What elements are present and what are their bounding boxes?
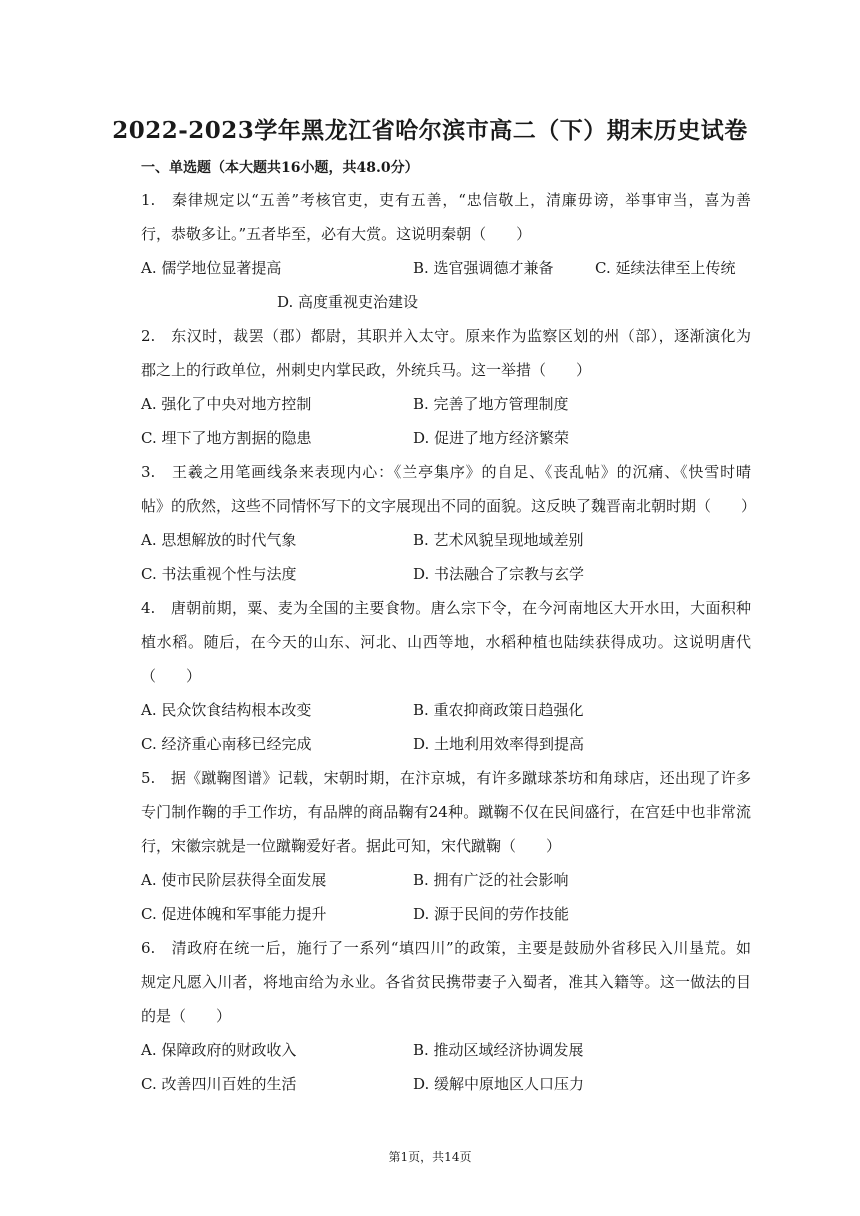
q2-line-1: 2. 东汉时，裁罢（郡）都尉，其职并入太守。原来作为监察区划的州（部），逐渐演化为 xyxy=(141,327,751,345)
q2-option-d: D. 促进了地方经济繁荣 xyxy=(413,429,570,447)
q5-line-1: 5. 据《蹴鞠图谱》记载，宋朝时期，在汴京城，有许多蹴球茶坊和角球店，还出现了许多 xyxy=(141,769,751,787)
q1-option-a: A. 儒学地位显著提高 xyxy=(141,259,282,277)
q2-option-b: B. 完善了地方管理制度 xyxy=(413,395,569,413)
q6-option-a: A. 保障政府的财政收入 xyxy=(141,1041,297,1059)
q3-option-b: B. 艺术风貌呈现地域差别 xyxy=(413,531,584,549)
q4-option-a: A. 民众饮食结构根本改变 xyxy=(141,701,312,719)
q1-option-d: D. 高度重视吏治建设 xyxy=(277,293,419,311)
page-footer: 第1页，共14页 xyxy=(388,1150,472,1164)
section-heading: 一、单选题（本大题共16小题，共48.0分） xyxy=(141,160,419,176)
q5-option-a: A. 使市民阶层获得全面发展 xyxy=(141,871,327,889)
q6-option-c: C. 改善四川百姓的生活 xyxy=(141,1075,297,1093)
page-title: 2022-2023学年黑龙江省哈尔滨市高二（下）期末历史试卷 xyxy=(112,117,748,144)
q4-option-b: B. 重农抑商政策日趋强化 xyxy=(413,701,584,719)
q1-line-1: 1. 秦律规定以“五善”考核官吏，吏有五善，“忠信敬上，清廉毋谤，举事审当，喜为善 xyxy=(141,191,751,209)
q5-option-d: D. 源于民间的劳作技能 xyxy=(413,905,570,923)
q2-line-2: 郡之上的行政单位，州刺史内掌民政，外统兵马。这一举措（ ） xyxy=(141,361,592,379)
q2-option-c: C. 埋下了地方割据的隐患 xyxy=(141,429,312,447)
q3-option-c: C. 书法重视个性与法度 xyxy=(141,565,297,583)
q4-line-1: 4. 唐朝前期，粟、麦为全国的主要食物。唐么宗下令，在今河南地区大开水田，大面积种 xyxy=(141,599,751,617)
q5-option-c: C. 促进体魄和军事能力提升 xyxy=(141,905,327,923)
q6-option-d: D. 缓解中原地区人口压力 xyxy=(413,1075,585,1093)
q4-option-d: D. 土地利用效率得到提高 xyxy=(413,735,585,753)
q2-option-a: A. 强化了中央对地方控制 xyxy=(141,395,312,413)
q3-line-1: 3. 王羲之用笔画线条来表现内心：《兰亭集序》的自足、《丧乱帖》的沉痛、《快雪时晴 xyxy=(141,463,751,481)
q4-line-2: 植水稻。随后，在今天的山东、河北、山西等地，水稻种植也陆续获得成功。这说明唐代 xyxy=(141,633,751,651)
q1-line-2: 行，恭敬多让。”五者毕至，必有大赏。这说明秦朝（ ） xyxy=(141,225,532,243)
q3-option-d: D. 书法融合了宗教与玄学 xyxy=(413,565,585,583)
q5-line-2: 专门制作鞠的手工作坊，有品牌的商品鞠有24种。蹴鞠不仅在民间盛行，在宫廷中也非常流 xyxy=(141,803,751,821)
q5-line-3: 行，宋徽宗就是一位蹴鞠爱好者。据此可知，宋代蹴鞠（ ） xyxy=(141,837,562,855)
q5-option-b: B. 拥有广泛的社会影响 xyxy=(413,871,569,889)
q3-line-2: 帖》的欣然，这些不同情怀写下的文字展现出不同的面貌。这反映了魏晋南北朝时期（ ） xyxy=(141,497,757,515)
q1-option-b: B. 选官强调德才兼备 xyxy=(413,259,554,277)
q4-line-3: （ ） xyxy=(141,667,202,685)
q4-option-c: C. 经济重心南移已经完成 xyxy=(141,735,312,753)
q3-option-a: A. 思想解放的时代气象 xyxy=(141,531,297,549)
q1-option-c: C. 延续法律至上传统 xyxy=(595,259,736,277)
q6-line-2: 规定凡愿入川者，将地亩给为永业。各省贫民携带妻子入蜀者，准其入籍等。这一做法的目 xyxy=(141,973,751,991)
q6-line-1: 6. 清政府在统一后，施行了一系列“填四川”的政策，主要是鼓励外省移民入川垦荒。如 xyxy=(141,939,751,957)
q6-line-3: 的是（ ） xyxy=(141,1007,232,1025)
q6-option-b: B. 推动区域经济协调发展 xyxy=(413,1041,584,1059)
